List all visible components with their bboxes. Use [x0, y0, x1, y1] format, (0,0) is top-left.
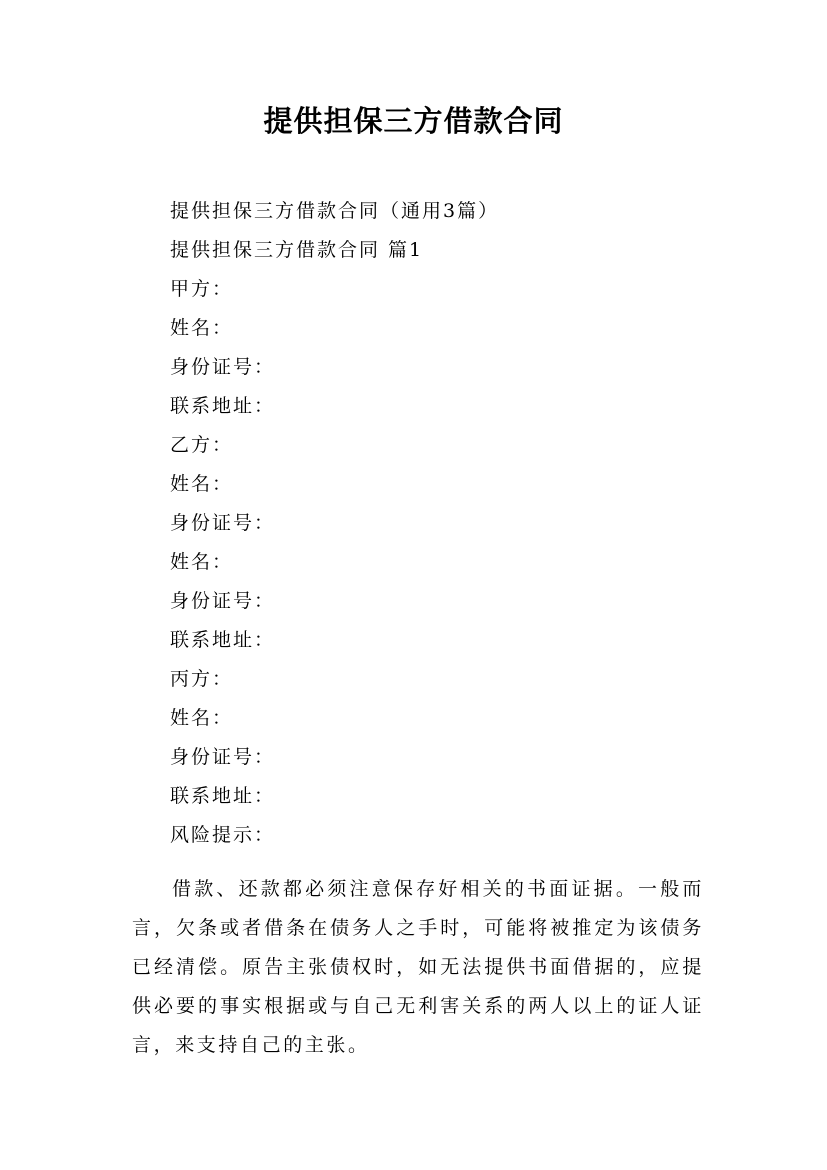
document-subtitle: 提供担保三方借款合同（通用3篇） — [170, 200, 500, 222]
party-b-id-label: 身份证号： — [170, 512, 276, 534]
party-b-id-label-2: 身份证号： — [170, 590, 276, 612]
party-a-id-label: 身份证号： — [170, 356, 276, 378]
party-b-name-label-2: 姓名： — [170, 551, 234, 573]
party-c-label: 丙方： — [170, 668, 234, 690]
risk-paragraph: 借款、还款都必须注意保存好相关的书面证据。一般而言，欠条或者借条在债务人之手时，可能将被推定为该债务已经清偿。原告主张债权时，如无法提供书面借据的，应提供必要的事实根据或与自己无利害关系的两人以上的证人证言，来支持自己的主张。 — [132, 878, 704, 1056]
party-c-id-label: 身份证号： — [170, 746, 276, 768]
party-a-name-label: 姓名： — [170, 317, 234, 339]
party-c-name-label: 姓名： — [170, 707, 234, 729]
party-c-address-label: 联系地址： — [170, 785, 276, 807]
party-b-label: 乙方： — [170, 434, 234, 456]
party-b-name-label: 姓名： — [170, 473, 234, 495]
risk-heading: 风险提示： — [170, 824, 276, 846]
party-a-label: 甲方： — [170, 278, 234, 300]
party-a-address-label: 联系地址： — [170, 395, 276, 417]
section-heading: 提供担保三方借款合同 篇1 — [170, 239, 424, 261]
contract-body — [170, 192, 710, 855]
document-title: 提供担保三方借款合同 — [263, 104, 564, 138]
party-b-address-label: 联系地址： — [170, 629, 276, 651]
